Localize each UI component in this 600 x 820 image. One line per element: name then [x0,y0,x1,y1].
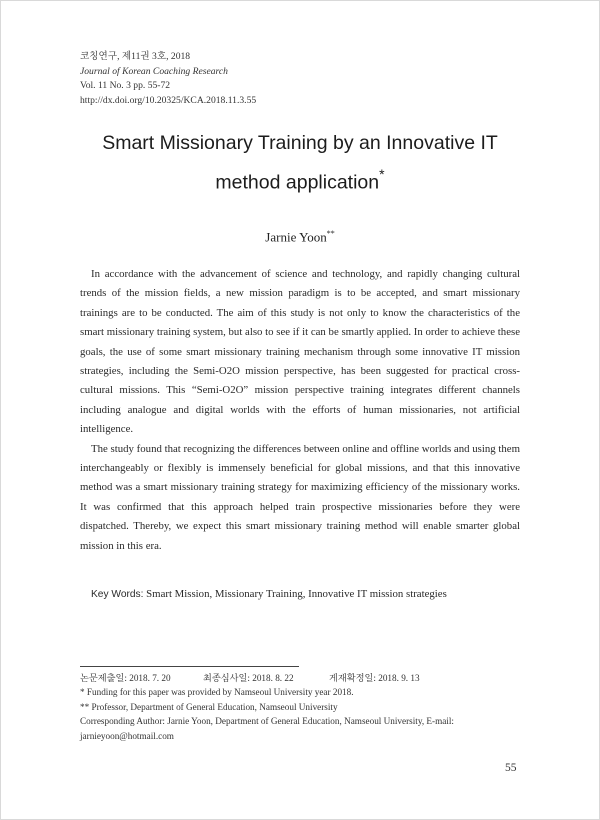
doi-link[interactable]: http://dx.doi.org/10.20325/KCA.2018.11.3.55 [80,94,257,106]
journal-header [80,50,520,108]
title-line-2 [40,160,560,200]
footnote-divider [80,666,299,667]
keywords [91,588,521,600]
journal-english-name: Journal of Korean Coaching Research [80,65,228,77]
abstract [80,265,520,556]
funding-note: * Funding for this paper was provided by Namseoul University year 2018. [80,687,354,698]
paper-title [40,127,560,200]
keywords-label: Key Words: [91,589,144,600]
author-line [40,229,560,245]
author-footnote-marker: ** [326,229,335,238]
keywords-value: Smart Mission, Missionary Training, Innovative IT mission strategies [146,588,447,600]
accepted-date: 게재확정일: 2018. 9. 13 [329,673,420,683]
submission-dates [80,671,530,685]
title-footnote-marker: * [379,166,385,182]
title-line-2-text: method application [215,171,380,194]
volume-info: Vol. 11 No. 3 pp. 55-72 [80,80,171,91]
received-date: 논문제출일: 2018. 7. 20 [80,673,171,683]
journal-korean-citation: 코칭연구, 제11권 3호, 2018 [80,51,191,62]
footnotes [80,671,530,743]
abstract-paragraph-2: The study found that recognizing the differences between online and offline worlds and using them interchangeably or flexibly is immensely beneficial for global missions, and that this innovative method was a smart missionary training strategy for maximizing efficiency of the missionary works. It was confirmed that this approach helped train prospective missionaries before they were dispatched. Thereby, we expect this smart missionary training method will enable smarter global mission in this era. [80,442,520,552]
author-name: Jarnie Yoon [265,229,327,245]
abstract-paragraph-1: In accordance with the advancement of science and technology, and rapidly changing cultural trends of the mission fields, a new mission paradigm is to be accepted, and smart missionary trainings are to be conducted. The aim of this study is not only to know the characteristics of the smart missionary training system, but also to see if it can be smartly applied. In order to achieve these goals, the use of some smart missionary training mechanism through some innovative IT mission strategies, including the Semi-O2O mission perspective, has been suggested for practical cross-cultural missions. This “Semi-O2O” mission perspective training integrates different channels including analogue and digital worlds with the efforts of human missionaries, not artificial intelligence. [80,268,520,436]
corresponding-author-note: Corresponding Author: Jarnie Yoon, Department of General Education, Namseoul University, E-mail: jarnieyoon@hotmail.com [80,716,454,741]
reviewed-date: 최종심사일: 2018. 8. 22 [203,673,294,683]
affiliation-note: ** Professor, Department of General Education, Namseoul University [80,701,338,712]
title-line-1: Smart Missionary Training by an Innovative IT [102,132,498,154]
page-number: 55 [505,762,517,774]
